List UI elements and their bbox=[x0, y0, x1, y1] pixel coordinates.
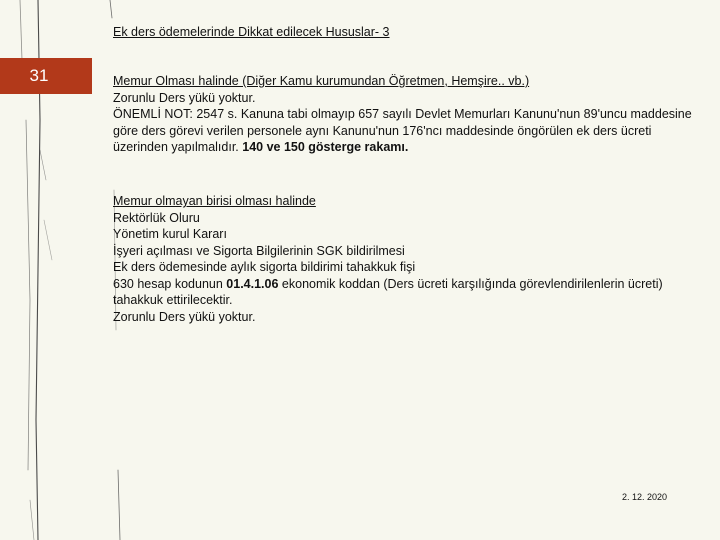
slide-number-badge bbox=[0, 58, 92, 94]
text-line: Zorunlu Ders yükü yoktur. bbox=[113, 309, 256, 324]
note-text: ÖNEMLİ NOT: 2547 s. Kanuna tabi olmayıp 657 sayılı Devlet Memurları Kanunu'nun 89'uncu maddesine göre ders görevi verilen personele aynı Kanunu'nun 176'ncı maddesinde öngörülen ek ders ücreti üzerinden yapılmalıdır. bbox=[113, 107, 692, 154]
account-text: 630 hesap kodunun bbox=[113, 276, 227, 291]
slide-title: Ek ders ödemelerinde Dikkat edilecek Hususlar- 3 bbox=[113, 25, 390, 39]
slide-date: 2. 12. 2020 bbox=[622, 492, 668, 502]
note-bold-text: 140 ve 150 gösterge rakamı. bbox=[242, 140, 409, 154]
section-civil-servant bbox=[113, 73, 703, 156]
streak-line bbox=[20, 0, 22, 60]
streak-line bbox=[44, 220, 52, 260]
list-item: İşyeri açılması ve Sigorta Bilgilerinin SGK bildirilmesi bbox=[113, 243, 405, 258]
section-heading: Memur Olması halinde (Diğer Kamu kurumundan Öğretmen, Hemşire.. vb.) bbox=[113, 74, 530, 88]
streak-line bbox=[118, 470, 120, 540]
list-item: Rektörlük Oluru bbox=[113, 210, 200, 225]
streak-line bbox=[110, 0, 112, 18]
streak-line bbox=[40, 150, 46, 180]
streak-line bbox=[30, 500, 34, 540]
important-note bbox=[113, 106, 703, 156]
streak-line bbox=[26, 120, 30, 470]
section-non-civil-servant bbox=[113, 193, 703, 325]
account-text: ekonomik koddan (Ders ücreti karşılığında görevlendirilenlerin ücreti) tahakkuk ettirilecektir. bbox=[113, 276, 663, 307]
account-code-line bbox=[113, 276, 703, 309]
list-item: Yönetim kurul Kararı bbox=[113, 227, 227, 241]
text-line: Zorunlu Ders yükü yoktur. bbox=[113, 90, 256, 105]
account-code: 01.4.1.06 bbox=[226, 276, 279, 291]
list-item: Ek ders ödemesinde aylık sigorta bildirimi tahakkuk fişi bbox=[113, 260, 416, 274]
slide-number: 31 bbox=[29, 66, 49, 85]
section-heading: Memur olmayan birisi olması halinde bbox=[113, 194, 316, 208]
